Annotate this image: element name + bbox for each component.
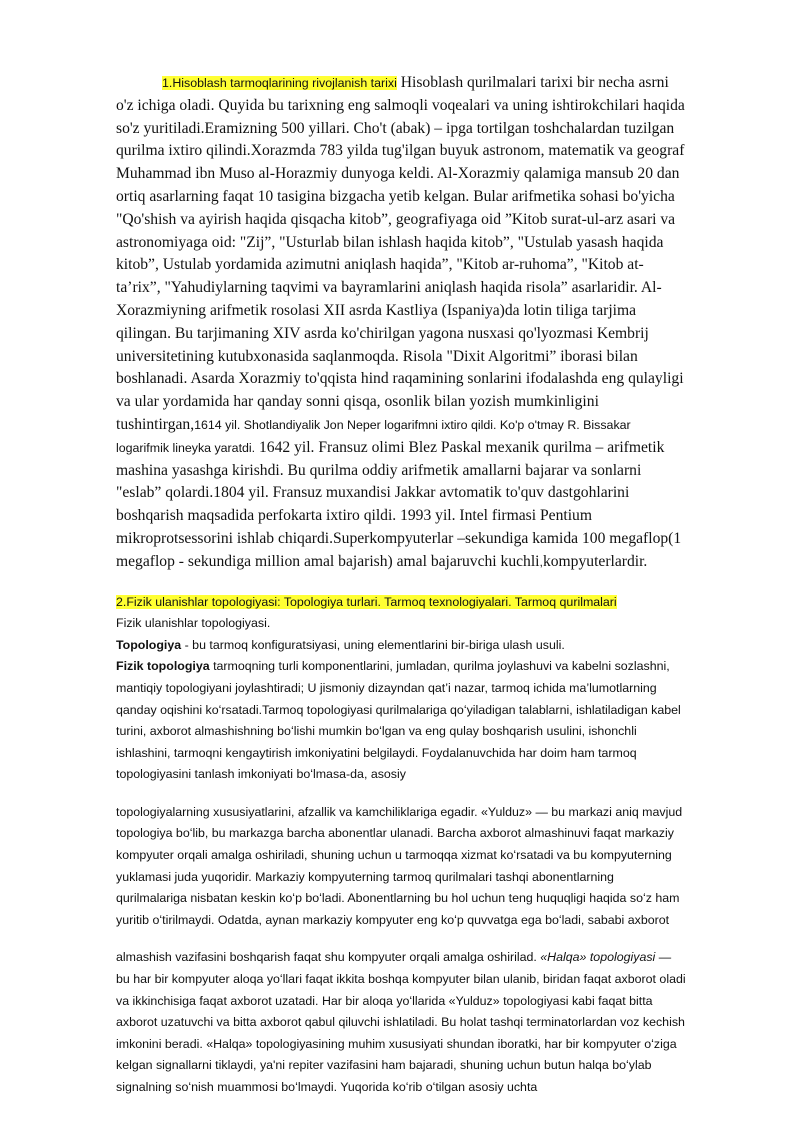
document-page bbox=[116, 72, 686, 1099]
section2-subtitle: Fizik ulanishlar topologiyasi. bbox=[116, 616, 271, 631]
section1-heading: 1.Hisoblash tarmoqlarining rivojlanish tarixi bbox=[162, 76, 397, 90]
topology-definition-text: - bu tarmoq konfiguratsiyasi, uning elementlarini bir-biriga ulash usuli. bbox=[181, 637, 565, 652]
physical-topology-term: Fizik topologiya bbox=[116, 659, 210, 674]
star-topology-paragraph: topologiyalarning xususiyatlarini, afzallik va kamchiliklariga egadir. «Yulduz» — bu markazi aniq mavjud topologiya boʻlib, bu markazga barcha abonentlar ulanadi. Barcha axborot almashinuvi faqat markaziy kompyuter orqali amalga oshiriladi, shuning uchun u tarmoqqa xizmat koʻrsatadi va bu kompyuterning yuklamasi juda yuqoridir. Markaziy kompyuterning tarmoq qurilmalari tashqi abonentlarning qurilmalariga nisbatan keskin koʻp boʻladi. Abonentlarning bu hol uchun teng huquqligi haqida soʻz ham yuritib oʻtirilmaydi. Odatda, aynan markaziy kompyuter eng koʻp quvvatga ega boʻladi, sababi axborot bbox=[116, 804, 683, 927]
physical-topology-text: tarmoqning turli komponentlarini, jumladan, qurilma joylashuvi va kabelni sozlashni, mantiqiy topologiyani joylashtiradi; U jismoniy dizayndan qat’i nazar, tarmoq ichida ma’lumotlarning qanday oqishini koʻrsatadi.Tarmoq topologiyasi qurilmalariga qoʻyiladigan talablarni, ishlatiladigan kabel turini, axborot almashishning boʻlishi mumkin boʻlgan va eng qulay boshqarish usulini, ishonchli ishlashini, tarmoqni kengaytirish imkoniyatini belgilaydi. Foydalanuvchida har doim ham tarmoq topologiyasini tanlash imkoniyati boʻlmasa-da, asosiy bbox=[116, 659, 681, 782]
section1-body-sans: 1614 yil. Shotlandiyalik Jon Neper logarifmni ixtiro qildi. Ko'p o'tmay R. Bissakar logarifmik lineyka yaratdi. bbox=[116, 417, 631, 455]
topology-definition bbox=[116, 635, 686, 657]
physical-topology-paragraph bbox=[116, 656, 686, 786]
ring-text-a: almashish vazifasini boshqarish faqat shu kompyuter orqali amalga oshirilad. bbox=[116, 950, 541, 965]
section1-comma: , bbox=[539, 554, 543, 569]
section2-heading: 2.Fizik ulanishlar topologiyasi: Topologiya turlari. Tarmoq texnologiyalari. Tarmoq qurilmalari bbox=[116, 594, 617, 609]
section1-paragraph bbox=[116, 72, 686, 574]
ring-text-b: — bu har bir kompyuter aloqa yoʻllari faqat ikkita boshqa kompyuter bilan ulanib, biridan faqat axborot oladi va ikkinchisiga faqat axborot uzatadi. Har bir aloqa yoʻllarida «Yulduz» topologiyasi kabi faqat bitta axborot uzatuvchi va bitta axborot qabul qiluvchi ishlatiladi. Bu holat tashqi terminatorlardan voz kechish imkonini beradi. «Halqa» topologiyasining muhim xususiyati shundan iboratki, har bir kompyuter oʻziga kelgan signallarni tiklaydi, ya'ni repiter vazifasini ham bajaradi, shuning uchun butun halqa boʻylab signalning soʻnish muammosi boʻlmaydi. Yuqorida koʻrib oʻtilgan asosiy uchta bbox=[116, 950, 686, 1094]
section1-body-a: Hisoblash qurilmalari tarixi bir necha asrni o'z ichiga oladi. Quyida bu tarixning eng salmoqli voqealari va uning ishtirokchilari haqida so'z yuritiladi.Eramizning 500 yillari. Cho't (abak) – ipga tortilgan toshchalardan tuzilgan qurilma ixtiro qilindi.Xorazmda 783 yilda tug'ilgan buyuk astronom, matematik va geograf Muhammad ibn Muso al-Horazmiy dunyoga keldi. Al-Xorazmiy qalamiga mansub 20 dan ortiq asarlarning faqat 10 tasigina bizgacha yetib kelgan. Bular arifmetika sohasi bo'yicha "Qo'shish va ayirish haqida qisqacha kitob”, geografiyaga oid ”Kitob surat-ul-arz asari va astronomiyaga oid: "Zij”, "Usturlab bilan ishlash haqida kitob”, "Ustulab yasash haqida kitob”, Ustulab yordamida azimutni aniqlash haqida”, "Kitob ar-ruhoma”, "Kitob at-ta’rix”, "Yahudiylarning taqvimi va bayramlarini aniqlash haqida risola” asarlaridir. Al-Xorazmiyning arifmetik rosolasi XII asrda Kastliya (Ispaniya)da lotin tiliga tarjima qilingan. Bu tarjimaning XIV asrda ko'chirilgan yagona nusxasi qo'lyozmasi Kembrij universitetining kutubxonasida saqlanmoqda. Risola "Dixit Algoritmi” iborasi bilan boshlanadi. Asarda Xorazmiy to'qqista hind raqamining sonlarini ifodalashda eng qulayligi va ular yordamida har qanday sonni qisqa, osonlik bilan yozish mumkinligini tushintirgan, bbox=[116, 74, 685, 433]
section2 bbox=[116, 592, 686, 1099]
ring-topology-term: «Halqa» topologiyasi bbox=[540, 950, 656, 965]
section1-body-b: 1642 yil. Fransuz olimi Blez Paskal mexanik qurilma – arifmetik mashina yasashga kirishdi. Bu qurilma oddiy arifmetik amallarni bajarar va sonlarni "eslab” qolardi.1804 yil. Fransuz muxandisi Jakkar avtomatik to'quv dastgohlarini boshqarish maqsadida perfokarta ixtiro qildi. 1993 yil. Intel firmasi Pentium mikroprotsessorini ishlab chiqardi.Superkompyuterlar –sekundiga kamida 100 megaflop(1 megaflop - sekundiga million amal bajarish) amal bajaruvchi kuchli bbox=[116, 438, 682, 570]
section1-body-end: kompyuterlardir. bbox=[542, 552, 648, 570]
section2-heading-line bbox=[116, 592, 686, 614]
ring-topology-paragraph bbox=[116, 947, 686, 1098]
topology-term: Topologiya bbox=[116, 637, 182, 652]
